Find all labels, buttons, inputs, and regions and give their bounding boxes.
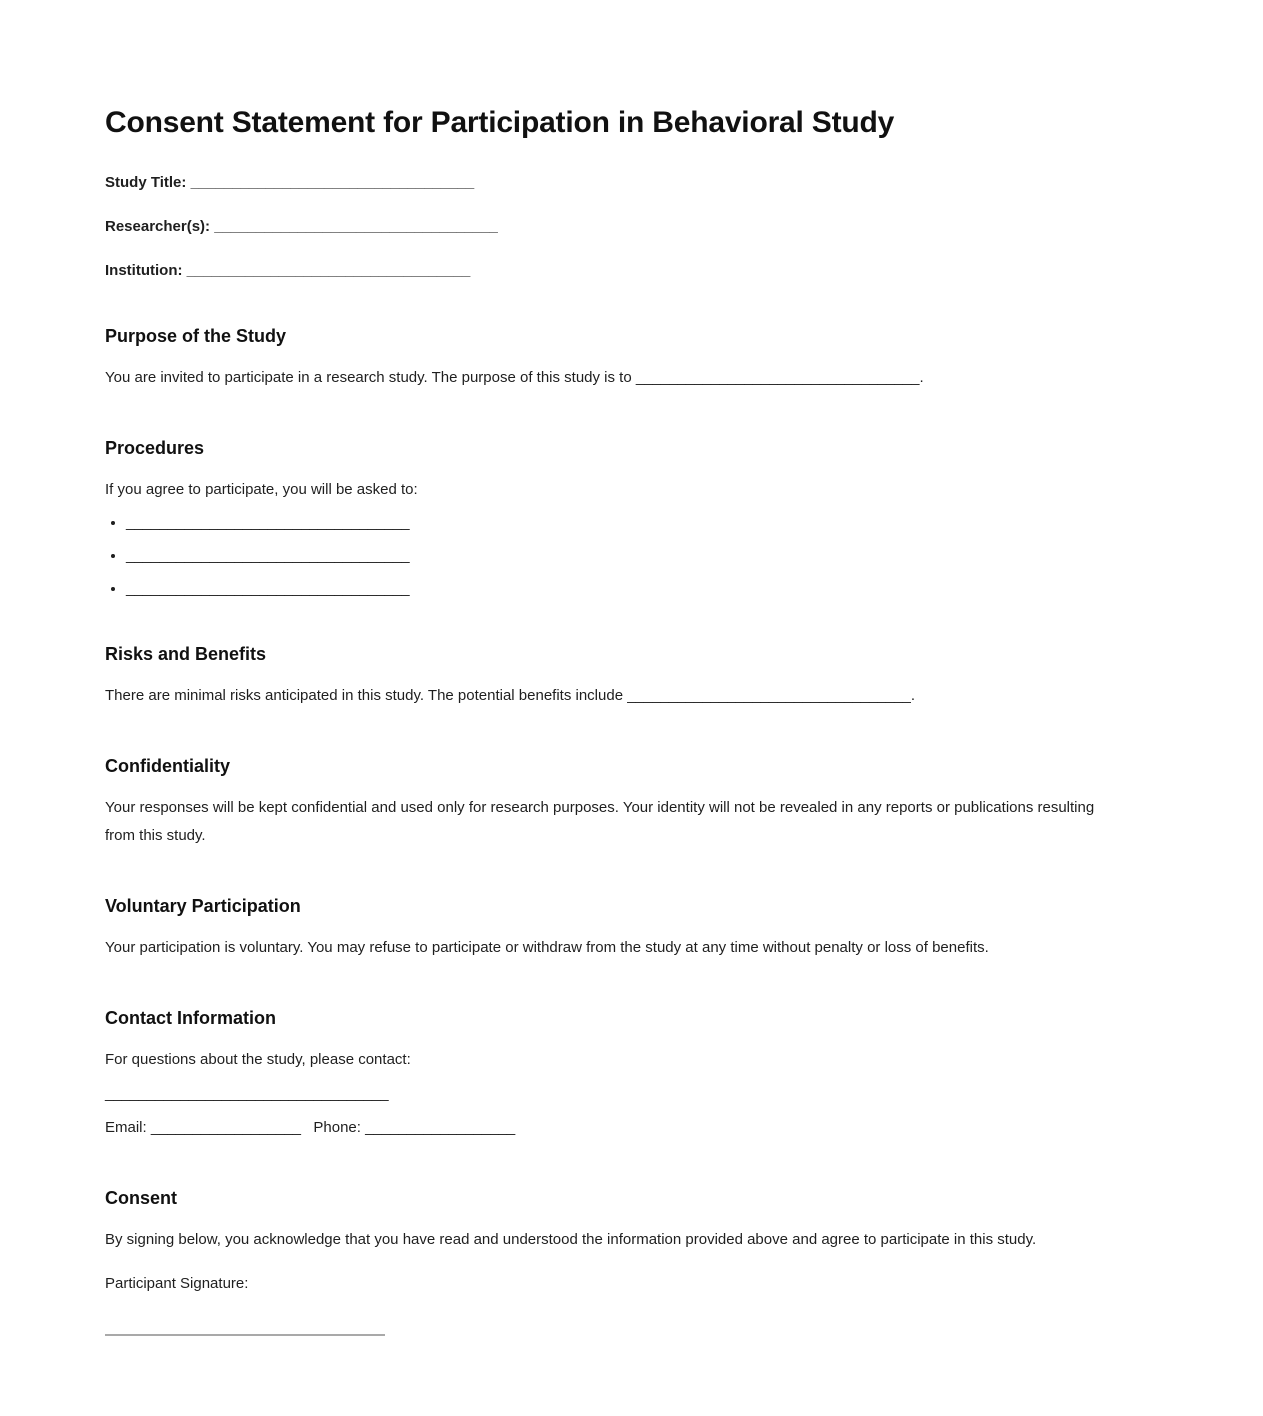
email-label: Email: bbox=[105, 1119, 147, 1136]
procedures-list bbox=[105, 514, 1118, 598]
section-procedures bbox=[105, 436, 1118, 598]
researchers-label: Researcher(s): bbox=[105, 218, 211, 235]
section-consent bbox=[105, 1186, 1118, 1336]
contact-name-blank: __________________________________ bbox=[105, 1085, 389, 1102]
contact-heading: Contact Information bbox=[105, 1008, 276, 1028]
confidentiality-heading: Confidentiality bbox=[105, 756, 230, 776]
phone-label: Phone: bbox=[313, 1119, 361, 1136]
email-blank: __________________ bbox=[150, 1119, 302, 1136]
section-contact bbox=[105, 1006, 1118, 1142]
field-institution bbox=[105, 262, 1118, 280]
consent-text: By signing below, you acknowledge that you have read and understood the information provided above and agree to participate in this study. bbox=[105, 1231, 1037, 1248]
study-title-blank: __________________________________ bbox=[190, 174, 475, 191]
section-voluntary bbox=[105, 894, 1118, 962]
contact-email-phone-line bbox=[105, 1114, 1118, 1142]
signature-field[interactable] bbox=[105, 1334, 385, 1336]
procedures-heading: Procedures bbox=[105, 438, 205, 458]
document-title: Consent Statement for Participation in Behavioral Study bbox=[105, 106, 895, 139]
procedure-blank-item: • __________________________________ bbox=[126, 514, 1118, 532]
section-purpose bbox=[105, 324, 1118, 392]
phone-blank: __________________ bbox=[365, 1119, 516, 1136]
field-study-title bbox=[105, 174, 1118, 192]
risks-heading: Risks and Benefits bbox=[105, 644, 267, 664]
purpose-heading: Purpose of the Study bbox=[105, 326, 287, 346]
contact-intro: For questions about the study, please contact: bbox=[105, 1051, 411, 1068]
study-title-label: Study Title: bbox=[105, 174, 187, 191]
section-confidentiality bbox=[105, 754, 1118, 850]
researchers-blank: __________________________________ bbox=[214, 218, 498, 235]
voluntary-heading: Voluntary Participation bbox=[105, 896, 301, 916]
confidentiality-text: Your responses will be kept confidential and used only for research purposes. Your identity will not be revealed in any reports or publications resulting from this study. bbox=[105, 799, 1095, 844]
procedure-blank-item: • __________________________________ bbox=[126, 580, 1118, 598]
institution-blank: __________________________________ bbox=[186, 262, 471, 279]
procedure-blank-item: • __________________________________ bbox=[126, 547, 1118, 565]
institution-label: Institution: bbox=[105, 262, 183, 279]
purpose-text: You are invited to participate in a research study. The purpose of this study is to __________________________________. bbox=[105, 369, 924, 386]
voluntary-text: Your participation is voluntary. You may refuse to participate or withdraw from the study at any time without penalty or loss of benefits. bbox=[105, 939, 989, 956]
field-researchers bbox=[105, 218, 1118, 236]
section-risks bbox=[105, 642, 1118, 710]
risks-text: There are minimal risks anticipated in this study. The potential benefits include __________________________________. bbox=[105, 687, 916, 704]
consent-heading: Consent bbox=[105, 1188, 177, 1208]
procedures-intro: If you agree to participate, you will be asked to: bbox=[105, 481, 418, 498]
participant-signature-label: Participant Signature: bbox=[105, 1275, 249, 1292]
